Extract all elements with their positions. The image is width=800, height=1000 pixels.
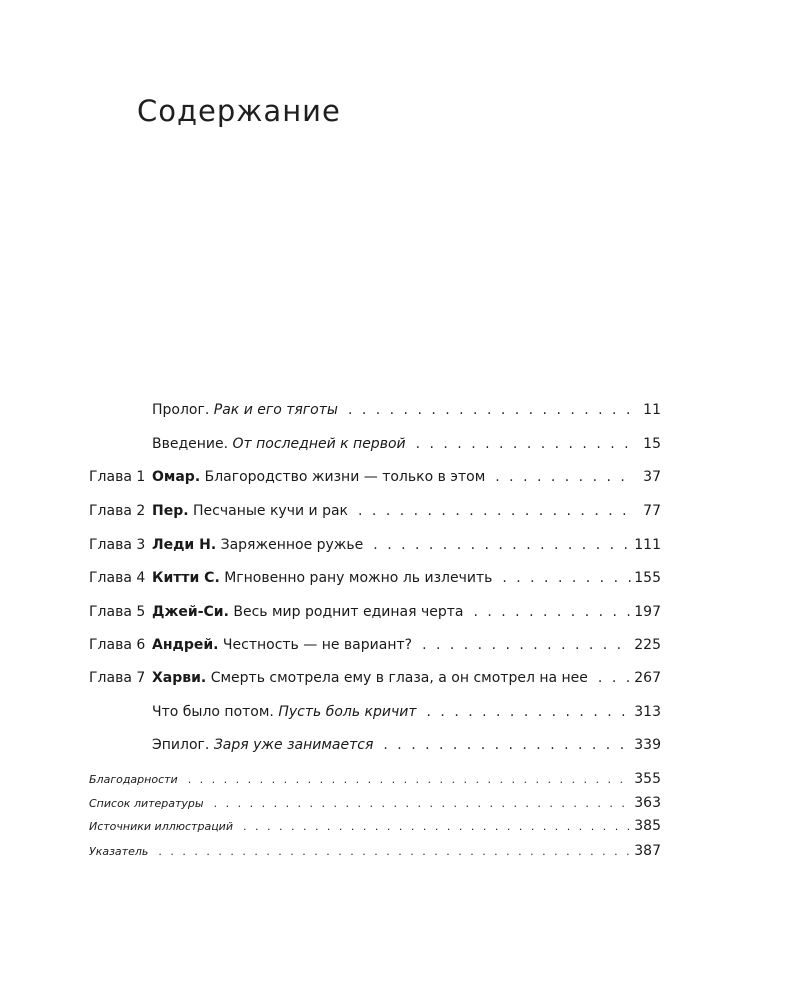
- entry-title: Песчаные кучи и рак: [193, 503, 349, 519]
- entry-title: Заря уже занимается: [213, 737, 374, 753]
- chapter-label: Глава 7: [89, 670, 146, 686]
- entry-title: Честность — не вариант?: [222, 637, 413, 653]
- page-number: 385: [634, 818, 661, 834]
- page-number: 313: [634, 704, 661, 720]
- entry-name: Леди Н.: [152, 537, 217, 553]
- toc-entry-chapter-6[interactable]: [152, 637, 661, 657]
- entry-title: Весь мир роднит единая черта: [233, 604, 464, 620]
- page-number: 37: [643, 469, 661, 485]
- entry-name: Джей-Си.: [152, 604, 229, 620]
- page-number: 77: [643, 503, 661, 519]
- entry-name: Харви.: [152, 670, 207, 686]
- dot-leader: [373, 537, 632, 553]
- dot-leader: [214, 797, 633, 810]
- page-number: 355: [634, 771, 661, 787]
- dot-leader: [158, 845, 632, 858]
- dot-leader: [427, 704, 633, 720]
- toc-entry-chapter-2[interactable]: [152, 503, 661, 523]
- dot-leader: [473, 604, 632, 620]
- dot-leader: [348, 402, 635, 418]
- entry-prefix: Что было потом.: [152, 704, 274, 720]
- entry-title: Указатель: [89, 845, 149, 858]
- entry-title: Список литературы: [89, 797, 204, 810]
- entry-title: От последней к первой: [232, 436, 406, 452]
- page-number: 363: [634, 795, 661, 811]
- page-number: 267: [634, 670, 661, 686]
- chapter-label: Глава 4: [89, 570, 146, 586]
- page-number: 155: [634, 570, 661, 586]
- chapter-label: Глава 1: [89, 469, 146, 485]
- page-number: 15: [643, 436, 661, 452]
- entry-name: Андрей.: [152, 637, 219, 653]
- chapter-label: Глава 6: [89, 637, 146, 653]
- dot-leader: [383, 737, 632, 753]
- dot-leader: [188, 773, 633, 786]
- toc-entry-acknowledgements[interactable]: [89, 771, 661, 791]
- dot-leader: [243, 820, 632, 833]
- entry-title: Источники иллюстраций: [89, 820, 233, 833]
- entry-prefix: Введение.: [152, 436, 229, 452]
- toc-entry-bibliography[interactable]: [89, 795, 661, 815]
- toc-entry-index[interactable]: [89, 843, 661, 863]
- toc-entry-chapter-4[interactable]: [152, 570, 661, 590]
- page-number: 339: [634, 737, 661, 753]
- chapter-label: Глава 5: [89, 604, 146, 620]
- dot-leader: [502, 570, 632, 586]
- toc-entry-chapter-3[interactable]: [152, 537, 661, 557]
- toc-entry-illustration-sources[interactable]: [89, 818, 661, 838]
- page-number: 197: [634, 604, 661, 620]
- dot-leader: [358, 503, 635, 519]
- toc-entry-prologue[interactable]: [152, 402, 661, 422]
- page-number: 11: [643, 402, 661, 418]
- dot-leader: [598, 670, 632, 686]
- entry-title: Рак и его тяготы: [213, 402, 338, 418]
- dot-leader: [422, 637, 632, 653]
- entry-prefix: Эпилог.: [152, 737, 210, 753]
- chapter-label: Глава 2: [89, 503, 146, 519]
- entry-prefix: Пролог.: [152, 402, 210, 418]
- entry-title: Благодарности: [89, 773, 178, 786]
- dot-leader: [416, 436, 635, 452]
- entry-title: Смерть смотрела ему в глаза, а он смотрел на нее: [210, 670, 588, 686]
- page-title: Содержание: [137, 94, 341, 128]
- dot-leader: [495, 469, 635, 485]
- toc-entry-epilogue[interactable]: [152, 737, 661, 757]
- page-number: 111: [634, 537, 661, 553]
- entry-name: Пер.: [152, 503, 189, 519]
- entry-title: Благородство жизни — только в этом: [204, 469, 486, 485]
- toc-entry-chapter-5[interactable]: [152, 604, 661, 624]
- entry-title: Заряженное ружье: [220, 537, 364, 553]
- toc-entry-aftermath[interactable]: [152, 704, 661, 724]
- entry-title: Мгновенно рану можно ль излечить: [224, 570, 493, 586]
- chapter-label: Глава 3: [89, 537, 146, 553]
- page-number: 225: [634, 637, 661, 653]
- toc-entry-chapter-7[interactable]: [152, 670, 661, 690]
- page-number: 387: [634, 843, 661, 859]
- toc-entry-introduction[interactable]: [152, 436, 661, 456]
- entry-name: Омар.: [152, 469, 201, 485]
- entry-name: Китти С.: [152, 570, 220, 586]
- entry-title: Пусть боль кричит: [278, 704, 417, 720]
- toc-entry-chapter-1[interactable]: [152, 469, 661, 489]
